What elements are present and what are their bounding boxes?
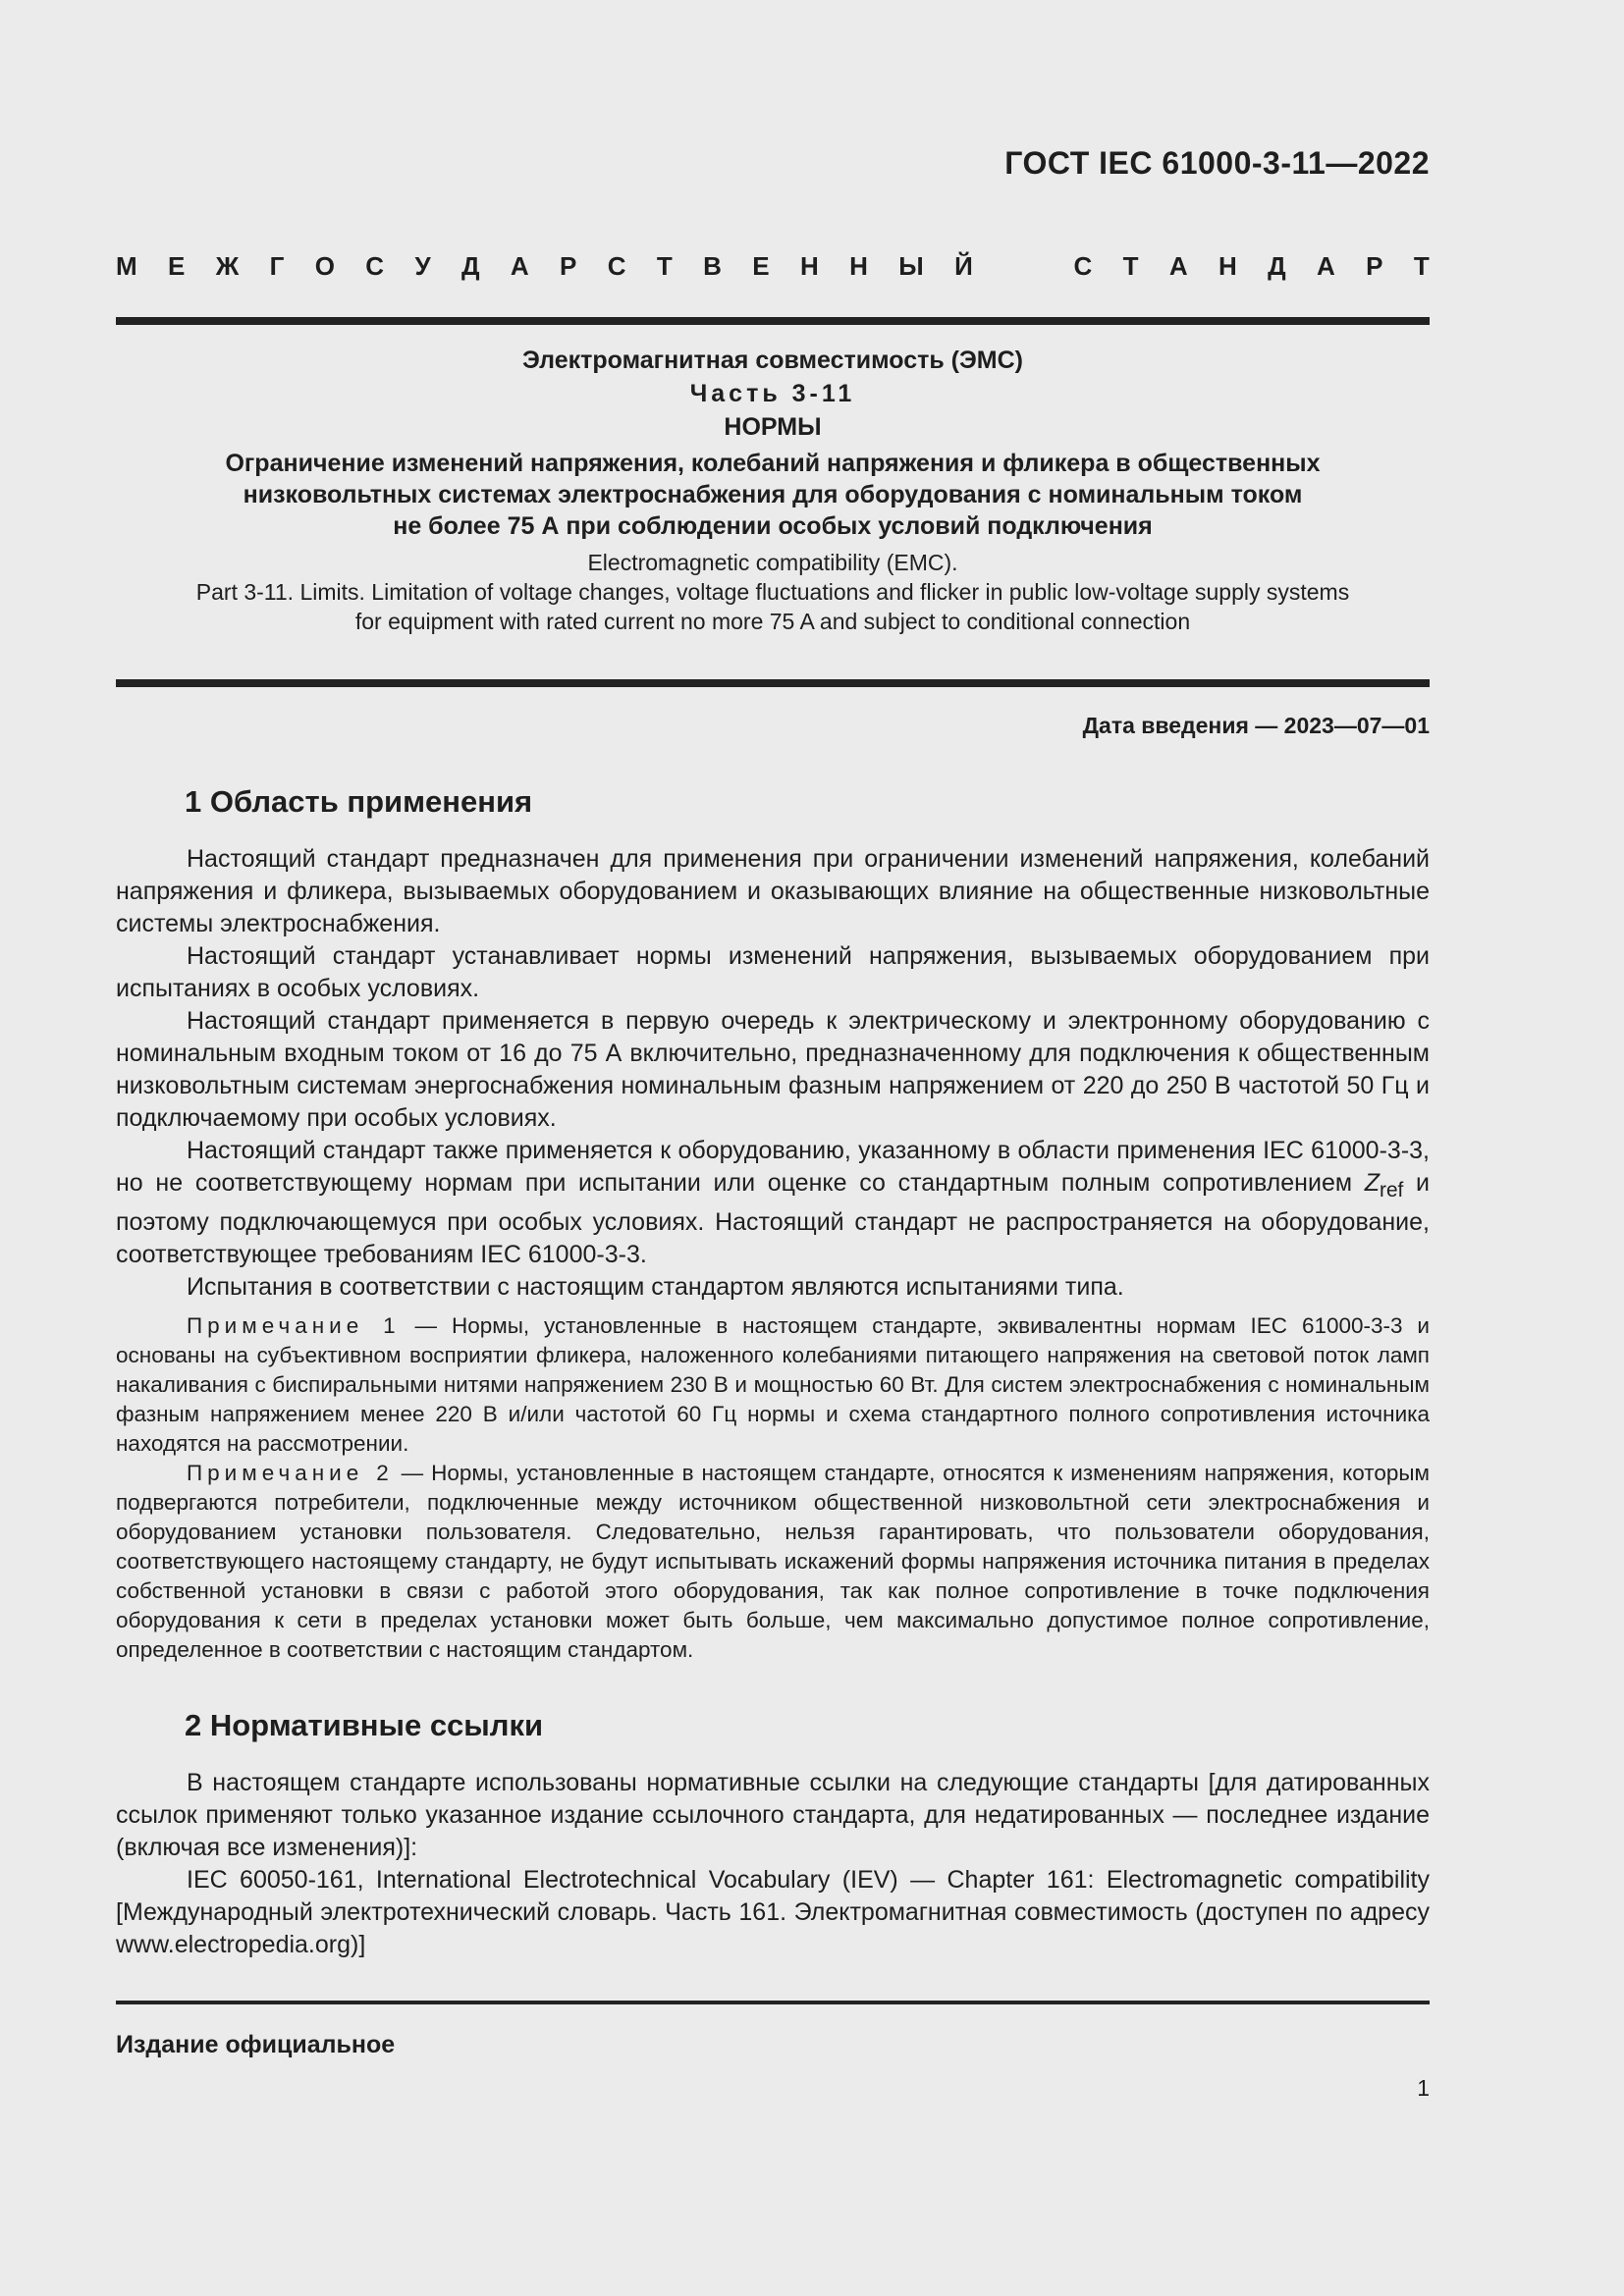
kind-letter: Т xyxy=(1413,251,1430,281)
document-code: ГОСТ IEC 61000-3-11—2022 xyxy=(1004,145,1430,181)
paragraph xyxy=(116,1135,1430,1271)
note-label: Примечание 1 xyxy=(187,1313,401,1338)
page-number: 1 xyxy=(1417,2075,1430,2101)
title-block xyxy=(116,344,1430,636)
kind-letter: Р xyxy=(560,251,577,281)
official-edition-label: Издание официальное xyxy=(116,2031,396,2058)
kind-letter: А xyxy=(1317,251,1335,281)
impedance-symbol: Z xyxy=(1364,1169,1380,1197)
title-description-line: Ограничение изменений напряжения, колебаний напряжения и фликера в общественных xyxy=(225,450,1321,477)
note-text: — Нормы, установленные в настоящем стандарте, относятся к изменениям напряжения, которым подвергаются потребители, подключенные между источником общественной низковольтной сети электроснабжения и оборудованием установки пользователя. Следовательно, нельзя гарантировать, что пользователи оборудования, соответствующего настоящему стандарту, не будут испытывать искажений формы напряжения источника питания в пределах собственной установки в связи с работой этого оборудования, так как полное сопротивление в точке подключения оборудования к сети в пределах установки может быть больше, чем максимально допустимое полное сопротивление, определенное в соответствии с настоящим стандартом. xyxy=(116,1461,1430,1662)
kind-letter: Ы xyxy=(898,251,924,281)
kind-word-gap xyxy=(1003,251,1043,282)
paragraph: В настоящем стандарте использованы нормативные ссылки на следующие стандарты [для датированных ссылок применяют только указанное издание ссылочного стандарта, для недатированных — последнее издание (включая все изменения)]: xyxy=(116,1769,1430,1861)
title-english xyxy=(116,548,1430,636)
section-heading: 1 Область применения xyxy=(185,784,533,819)
introduction-date: Дата введения — 2023—07—01 xyxy=(1082,713,1430,738)
top-divider xyxy=(116,317,1430,325)
paragraph-text: и поэтому подключающемуся при особых условиях. Настоящий стандарт не распространяется на оборудование, соответствующее требованиям IEC 61000-3-3. xyxy=(116,1169,1430,1268)
title-description-line: не более 75 А при соблюдении особых условий подключения xyxy=(393,512,1153,540)
kind-letter: Н xyxy=(799,251,819,281)
footer-divider xyxy=(116,2001,1430,2004)
title-english-line: Electromagnetic compatibility (EMC). xyxy=(587,550,958,575)
note xyxy=(116,1459,1430,1665)
kind-letter: Т xyxy=(1122,251,1139,281)
kind-letter: С xyxy=(1073,251,1093,281)
paragraph: Настоящий стандарт устанавливает нормы изменений напряжения, вызываемых оборудованием при испытаниях в особых условиях. xyxy=(116,942,1430,1002)
note-label: Примечание 2 xyxy=(187,1461,394,1485)
title-part: Часть 3-11 xyxy=(689,380,856,407)
document-kind xyxy=(116,251,1430,282)
kind-letter: Д xyxy=(1268,251,1286,281)
title-divider xyxy=(116,679,1430,687)
paragraph: Испытания в соответствии с настоящим стандартом являются испытаниями типа. xyxy=(187,1273,1124,1301)
kind-letter: А xyxy=(510,251,529,281)
kind-letter: Д xyxy=(460,251,480,281)
paragraph: Настоящий стандарт предназначен для применения при ограничении изменений напряжения, колебаний напряжения и фликера, вызываемых оборудованием и оказывающих влияние на общественные низковольтные системы электроснабжения. xyxy=(116,845,1430,937)
kind-letter: Н xyxy=(849,251,868,281)
note-text: — Нормы, установленные в настоящем стандарте, эквивалентны нормам IEC 61000-3-3 и основаны на субъективном восприятии фликера, наложенного колебаниями питающего напряжения на световой поток ламп накаливания с биспиральными нитями напряжением 230 В и мощностью 60 Вт. Для систем электроснабжения с номинальным фазным напряжением менее 220 В и/или частотой 60 Гц нормы и схема стандартного полного сопротивления источника находятся на рассмотрении. xyxy=(116,1313,1431,1456)
notes xyxy=(116,1311,1430,1665)
kind-letter: Ж xyxy=(215,251,240,281)
kind-letter: Г xyxy=(269,251,285,281)
document-page xyxy=(116,0,1430,2296)
kind-letter: С xyxy=(365,251,385,281)
title-english-line: for equipment with rated current no more 75 A and subject to conditional connection xyxy=(354,609,1191,634)
title-norms: НОРМЫ xyxy=(724,413,822,441)
paragraph-text: Настоящий стандарт также применяется к оборудованию, указанному в области применения IEC 61000-3-3, но не соответствующему нормам при испытании или оценке со стандартным полным сопротивлением xyxy=(116,1137,1430,1197)
document-body xyxy=(116,782,1430,1961)
paragraph: Настоящий стандарт применяется в первую очередь к электрическому и электронному оборудованию с номинальным входным током от 16 до 75 А включительно, предназначенному для подключения к общественным низковольтным системам энергоснабжения номинальным фазным напряжением от 220 до 250 В частотой 50 Гц и подключаемому при особых условиях. xyxy=(116,1007,1430,1132)
kind-letter: М xyxy=(116,251,137,281)
kind-letter: Й xyxy=(954,251,973,281)
kind-letter: В xyxy=(703,251,722,281)
paragraph: IEC 60050-161, International Electrotechnical Vocabulary (IEV) — Chapter 161: Electromagnetic compatibility [Международный электротехнический словарь. Часть 161. Электромагнитная совместимость (доступен по адресу www.electropedia.org)] xyxy=(116,1866,1430,1958)
kind-letter: А xyxy=(1168,251,1188,281)
section-heading: 2 Нормативные ссылки xyxy=(185,1708,544,1742)
kind-letter: С xyxy=(607,251,626,281)
impedance-subscript: ref xyxy=(1380,1179,1404,1201)
kind-letter: Н xyxy=(1218,251,1237,281)
kind-letter: Р xyxy=(1366,251,1383,281)
kind-letter: О xyxy=(314,251,335,281)
kind-letter: Е xyxy=(168,251,186,281)
title-description xyxy=(116,448,1430,542)
kind-letter: Е xyxy=(752,251,770,281)
title-english-line: Part 3-11. Limits. Limitation of voltage changes, voltage fluctuations and flicker in public low-voltage supply systems xyxy=(195,579,1350,605)
title-description-line: низковольтных системах электроснабжения для оборудования с номинальным током xyxy=(243,481,1303,508)
title-line: Электромагнитная совместимость (ЭМС) xyxy=(522,347,1023,374)
note xyxy=(116,1311,1430,1459)
kind-letter: Т xyxy=(656,251,673,281)
kind-letter: У xyxy=(414,251,431,281)
